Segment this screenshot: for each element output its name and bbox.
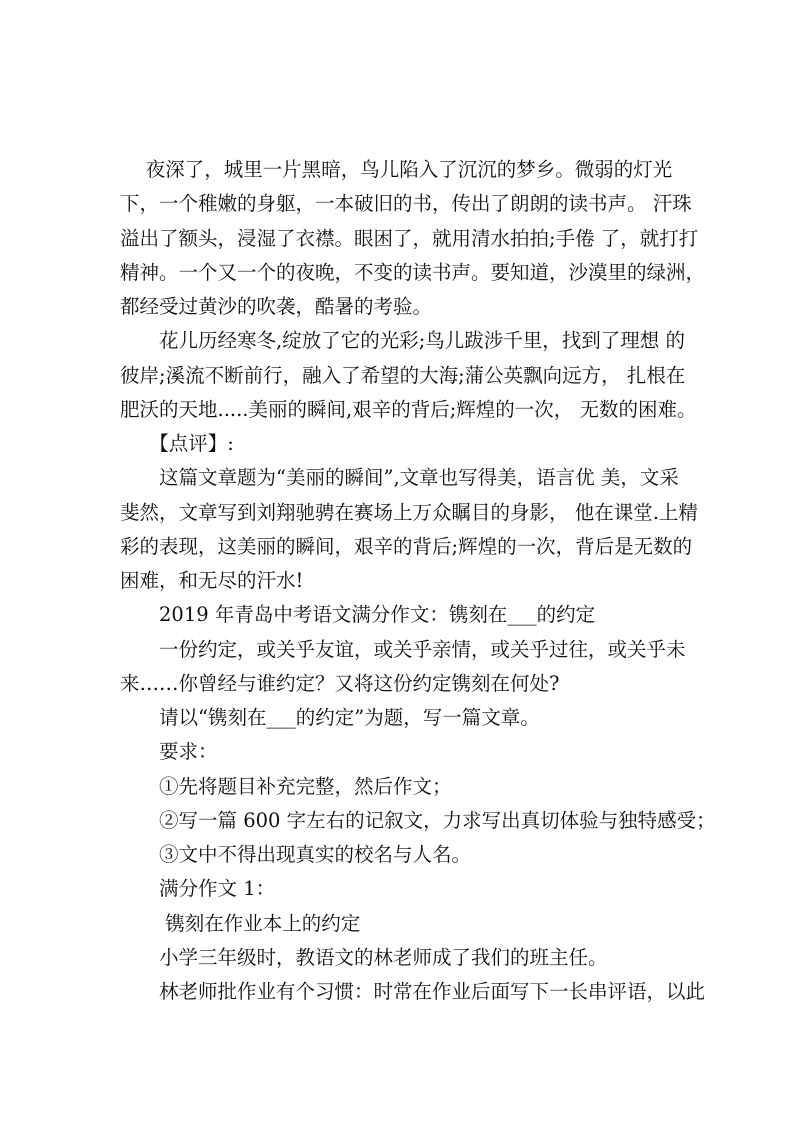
paragraph-line: 花儿历经寒冬,绽放了它的光彩;鸟儿跋涉千里，找到了理想 的: [120, 329, 685, 352]
paragraph-line: 彩的表现，这美丽的瞬间，艰辛的背后;辉煌的一次，背后是无数的: [120, 535, 693, 558]
paragraph-line: 小学三年级时，教语文的林老师成了我们的班主任。: [120, 946, 608, 969]
paragraph-line: 困难，和无尽的汗水!: [120, 569, 304, 592]
paragraph-line: 精神。一个又一个的夜晚，不变的读书声。要知道，沙漠里的绿洲，: [120, 261, 706, 284]
paragraph-line: 一份约定，或关乎友谊，或关乎亲情，或关乎过往，或关乎未: [120, 638, 686, 661]
paragraph-line: 林老师批作业有个习惯：时常在作业后面写下一长串评语，以此: [120, 980, 706, 1003]
paragraph-line: 肥沃的天地.....美丽的瞬间,艰辛的背后;辉煌的一次， 无数的困难。: [120, 398, 697, 421]
paragraph-line: 彼岸;溪流不断前行，融入了希望的大海;蒲公英飘向远方， 扎根在: [120, 364, 686, 387]
paragraph-line: 夜深了，城里一片黑暗，鸟儿陷入了沉沉的梦乡。微弱的灯光: [120, 158, 673, 181]
section-heading: 【点评】:: [120, 432, 234, 455]
list-item: ②写一篇 600 字左右的记叙文，力求写出真切体验与独特感受；: [120, 809, 716, 832]
paragraph-line: 都经受过黄沙的吹袭，酷暑的考验。: [120, 295, 433, 318]
essay-title: 镌刻在作业本上的约定: [120, 912, 361, 935]
paragraph-line: 下，一个稚嫩的身躯，一本破旧的书，传出了朗朗的读书声。 汗珠: [120, 192, 692, 215]
list-item: ③文中不得出现真实的校名与人名。: [120, 843, 472, 866]
paragraph-line: 满分作文 1：: [120, 877, 276, 900]
paragraph-line: 来……你曾经与谁约定？又将这份约定镌刻在何处?: [120, 672, 560, 695]
paragraph-line: 溢出了额头，浸湿了衣襟。眼困了，就用清水拍拍;手倦 了，就打打: [120, 227, 699, 250]
paragraph-line: 要求：: [120, 740, 218, 763]
paragraph-line: 斐然，文章写到刘翔驰骋在赛场上万众瞩目的身影， 他在课堂.上精: [120, 501, 698, 524]
paragraph-line: 这篇文章题为“美丽的瞬间”,文章也写得美，语言优 美，文采: [120, 466, 679, 489]
list-item: ①先将题目补充完整，然后作文；: [120, 775, 452, 798]
paragraph-line: 2019 年青岛中考语文满分作文：镌刻在___的约定: [120, 603, 596, 626]
paragraph-line: 请以“镌刻在___的约定”为题，写一篇文章。: [120, 706, 540, 729]
